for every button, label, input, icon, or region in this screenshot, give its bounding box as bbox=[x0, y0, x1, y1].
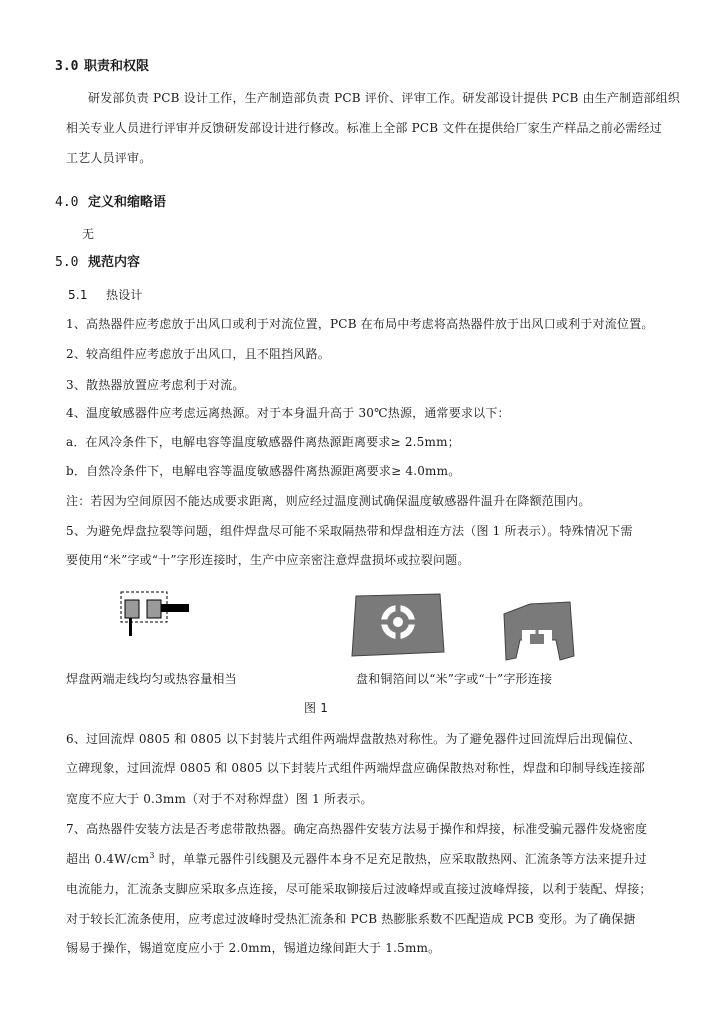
item-7-line-2-before: 超出 0.4W/cm bbox=[66, 852, 150, 866]
item-7-line-1: 7、高热器件安装方法是否考虑带散热器。确定高热器件安装方法易于操作和焊接，标准受骗元器件发烧密度 bbox=[66, 822, 648, 836]
item-7-line-2-sup: 3 bbox=[149, 851, 155, 860]
section-3-title: 职责和权限 bbox=[84, 59, 150, 74]
section-5-1-number: 5.1 bbox=[68, 288, 88, 302]
section-5-number: 5.0 bbox=[55, 255, 79, 270]
thermal-pad-figure bbox=[348, 592, 448, 658]
item-note: 注：若因为空间原因不能达成要求距离，则应经过温度测试确保温度敏感器件温升在降额范围内。 bbox=[66, 494, 591, 508]
pad-left bbox=[125, 600, 139, 618]
item-3: 3、散热器放置应考虑利于对流。 bbox=[66, 378, 245, 392]
item-6-line-2: 立碑现象，过回流焊 0805 和 0805 以下封装片式组件两端焊盘应确保散热对称性，焊盘和印制导线连接部 bbox=[66, 761, 645, 775]
section-5-title: 规范内容 bbox=[88, 255, 141, 270]
item-7-line-2-after: 时，单靠元器件引线腿及元器件本身不足充足散热，应采取散热网、汇流条等方法来提升过 bbox=[154, 852, 647, 866]
item-5-line-2: 要使用“米”字或“十”字形连接时，生产中应亲密注意焊盘损坏或拉裂问题。 bbox=[66, 553, 470, 567]
figure-caption-right: 盘和铜箔间以“米”字或“十”字形连接 bbox=[356, 672, 553, 686]
item-4: 4、温度敏感器件应考虑远离热源。对于本身温升高于 30℃热源，通常要求以下： bbox=[66, 406, 510, 420]
item-4a: a．在风冷条件下，电解电容等温度敏感器件离热源距离要求≥ 2.5mm； bbox=[66, 435, 460, 449]
section-5-1-title: 热设计 bbox=[106, 288, 143, 302]
item-6-line-1: 6、过回流焊 0805 和 0805 以下封装片式组件两端焊盘散热对称性。为了避免器件过回流焊后出现偏位、 bbox=[66, 732, 641, 746]
item-7-line-4: 对于较长汇流条使用，应考虑过波峰时受热汇流条和 PCB 热膨胀系数不匹配造成 PCB 变形。为了确保搪 bbox=[66, 912, 636, 926]
pad-trace-figure bbox=[116, 588, 196, 638]
spoke-right bbox=[408, 620, 416, 625]
item-5-line-1: 5、为避免焊盘拉裂等问题，组件焊盘尽可能不采取隔热带和焊盘相连方法（图 1 所表示）。特殊情况下需 bbox=[66, 524, 633, 538]
section-4-content: 无 bbox=[82, 227, 95, 241]
item-1: 1、高热器件应考虑放于出风口或利于对流位置，PCB 在布局中考虑将高热器件放于出风口或利于对流位置。 bbox=[66, 317, 654, 331]
figure-caption-left: 焊盘两端走线均匀或热容量相当 bbox=[66, 672, 237, 686]
section-3-line-3: 工艺人员评审。 bbox=[66, 151, 152, 165]
spoke-left bbox=[380, 620, 388, 625]
cross-spoke bbox=[536, 626, 539, 634]
item-7-line-5: 锡易于操作，锡道宽度应小于 2.0mm，锡道边缘间距大于 1.5mm。 bbox=[66, 941, 441, 955]
section-3-number: 3.0 bbox=[55, 59, 79, 74]
smd-pad-figure bbox=[500, 600, 576, 662]
section-4-title: 定义和缩略语 bbox=[88, 195, 167, 210]
spoke-top bbox=[396, 604, 401, 612]
pad-right bbox=[147, 600, 161, 618]
figure-label: 图 1 bbox=[304, 701, 329, 715]
drill-hole bbox=[393, 617, 403, 627]
item-6-line-3: 宽度不应大于 0.3mm（对于不对称焊盘）图 1 所表示。 bbox=[66, 792, 373, 806]
section-4-number: 4.0 bbox=[55, 195, 79, 210]
item-7-line-3: 电流能力，汇流条支脚应采取多点连接，尽可能采取铆接后过波峰焊或直接过波峰焊接，以利于装配、焊接； bbox=[66, 882, 652, 896]
smd-pad bbox=[530, 634, 544, 644]
item-2: 2、较高组件应考虑放于出风口，且不阻挡风路。 bbox=[66, 347, 331, 361]
trace-right bbox=[161, 604, 189, 612]
item-7-line-2 bbox=[66, 851, 647, 867]
section-3-line-1: 研发部负责 PCB 设计工作，生产制造部负责 PCB 评价、评审工作。研发部设计提供 PCB 由生产制造部组织 bbox=[88, 91, 681, 105]
section-3-line-2: 相关专业人员进行评审并反馈研发部设计进行修改。标准上全部 PCB 文件在提供给厂家生产样品之前必需经过 bbox=[66, 121, 662, 135]
spoke-bottom bbox=[396, 632, 401, 640]
item-4b: b．自然冷条件下，电解电容等温度敏感器件离热源距离要求≥ 4.0mm。 bbox=[66, 464, 461, 478]
trace-down bbox=[129, 618, 132, 636]
